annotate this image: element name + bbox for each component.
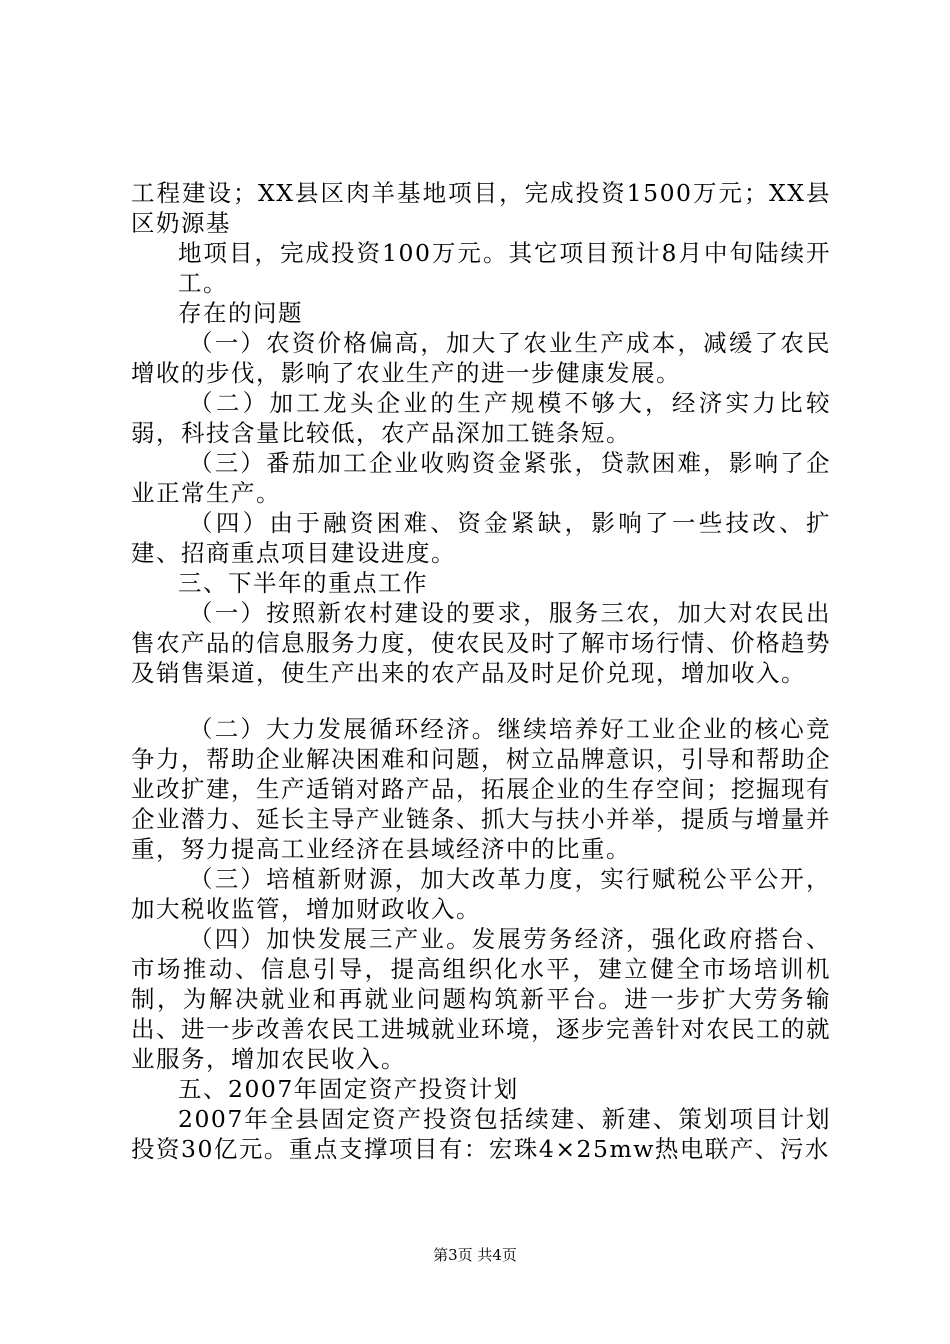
paragraph-2: 地项目，完成投资100万元。其它项目预计8月中旬陆续开工。 <box>178 239 831 297</box>
work-item-3: （三）培植新财源，加大改革力度，实行赋税公平公开，加大税收监管，增加财政收入。 <box>131 865 831 923</box>
issue-1: （一）农资价格偏高，加大了农业生产成本，减缓了农民增收的步伐，影响了农业生产的进一步健康发展。 <box>131 329 831 387</box>
work-item-1: （一）按照新农村建设的要求，服务三农，加大对农民出售农产品的信息服务力度，使农民及时了解市场行情、价格趋势及销售渠道，使生产出来的农产品及时足价兑现，增加收入。 <box>131 599 831 687</box>
investment-plan-text: 2007年全县固定资产投资包括续建、新建、策划项目计划投资30亿元。重点支撑项目有：宏珠4×25mw热电联产、污水 <box>131 1105 831 1163</box>
section-heading-issues: 存在的问题 <box>178 299 303 327</box>
section-heading-investment-plan: 五、2007年固定资产投资计划 <box>178 1075 519 1103</box>
issue-2: （二）加工龙头企业的生产规模不够大，经济实力比较弱，科技含量比较低，农产品深加工链条短。 <box>131 389 831 447</box>
work-item-2: （二）大力发展循环经济。继续培养好工业企业的核心竞争力，帮助企业解决困难和问题，树立品牌意识，引导和帮助企业改扩建，生产适销对路产品，拓展企业的生存空间；挖掘现有企业潜力、延长主导产业链条、抓大与扶小并举，提质与增量并重，努力提高工业经济在县域经济中的比重。 <box>131 715 831 863</box>
issue-3: （三）番茄加工企业收购资金紧张，贷款困难，影响了企业正常生产。 <box>131 449 831 507</box>
paragraph-gap <box>131 688 831 714</box>
section-heading-second-half: 三、下半年的重点工作 <box>178 569 428 597</box>
issue-4: （四）由于融资困难、资金紧缺，影响了一些技改、扩建、招商重点项目建设进度。 <box>131 509 831 567</box>
page-number-footer: 第3页 共4页 <box>433 1246 517 1264</box>
work-item-4: （四）加快发展三产业。发展劳务经济，强化政府搭台、市场推动、信息引导，提高组织化水平，建立健全市场培训机制，为解决就业和再就业问题构筑新平台。进一步扩大劳务输出、进一步改善农民工进城就业环境，逐步完善针对农民工的就业服务，增加农民收入。 <box>131 925 831 1073</box>
paragraph-1: 工程建设；XX县区肉羊基地项目，完成投资1500万元；XX县区奶源基 <box>131 179 831 237</box>
document-body <box>131 178 831 1164</box>
